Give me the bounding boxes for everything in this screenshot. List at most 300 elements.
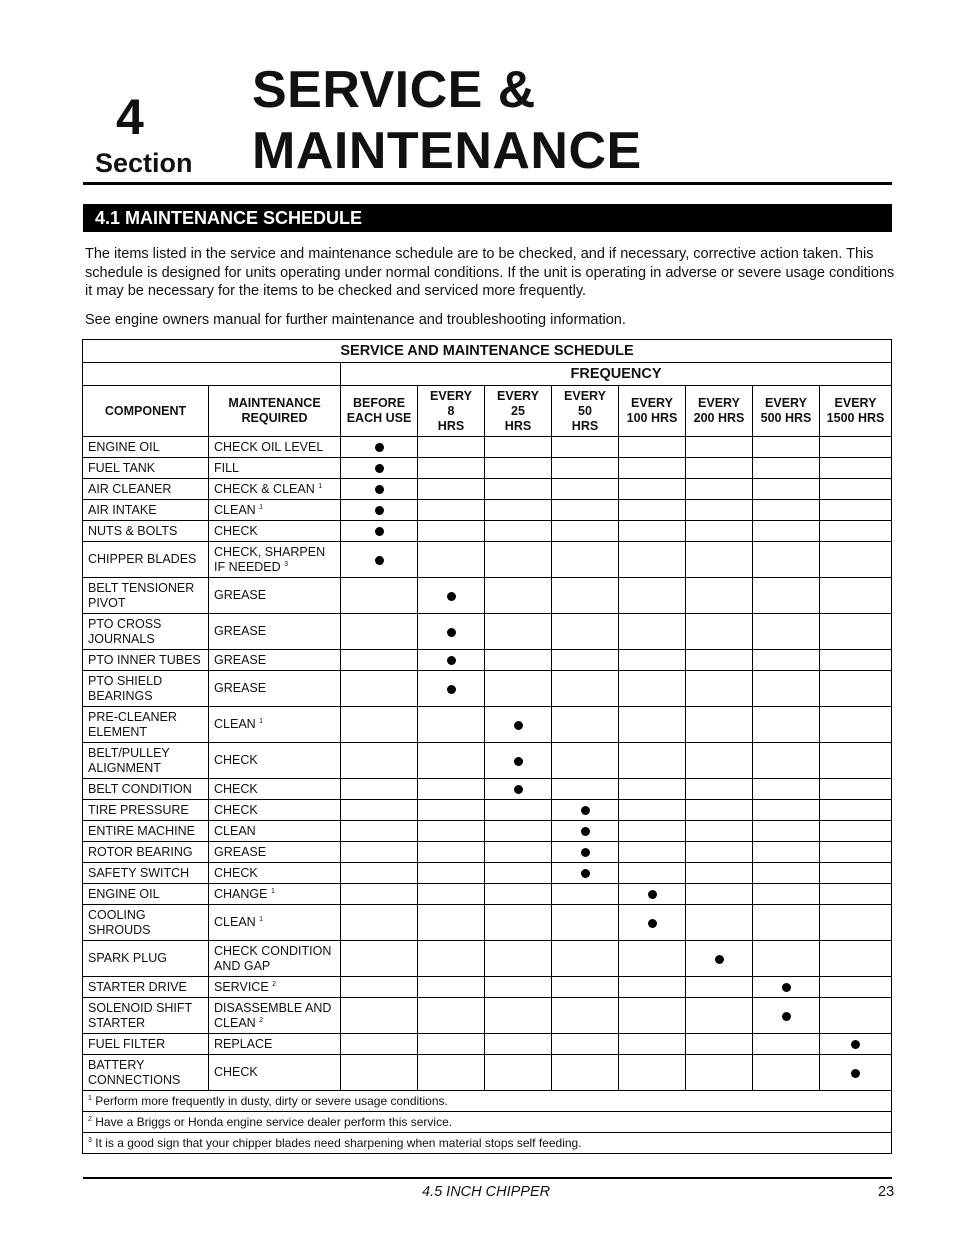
- frequency-cell: [485, 779, 552, 800]
- frequency-cell: [418, 884, 485, 905]
- maintenance-cell: CHECK: [209, 779, 341, 800]
- maintenance-cell: GREASE: [209, 671, 341, 707]
- frequency-cell: [753, 1055, 820, 1091]
- frequency-cell: [820, 614, 892, 650]
- frequency-cell: [485, 707, 552, 743]
- table-row: [83, 977, 892, 998]
- frequency-cell: [820, 905, 892, 941]
- frequency-cell: [820, 650, 892, 671]
- frequency-cell: [485, 941, 552, 977]
- frequency-cell: [418, 1034, 485, 1055]
- frequency-cell: [686, 437, 753, 458]
- table-row: [83, 842, 892, 863]
- frequency-cell: [418, 614, 485, 650]
- frequency-cell: [552, 998, 619, 1034]
- frequency-cell: [820, 779, 892, 800]
- frequency-cell: [820, 500, 892, 521]
- footer-rule: [83, 1177, 892, 1179]
- frequency-cell: [619, 458, 686, 479]
- table-row: [83, 458, 892, 479]
- frequency-cell: [619, 863, 686, 884]
- bullet-dot-icon: [581, 806, 590, 815]
- frequency-cell: [485, 671, 552, 707]
- component-cell: SPARK PLUG: [83, 941, 209, 977]
- frequency-cell: [418, 842, 485, 863]
- frequency-cell: [753, 821, 820, 842]
- frequency-cell: [619, 578, 686, 614]
- footnote-marker: 3: [284, 560, 289, 568]
- frequency-cell: [619, 614, 686, 650]
- component-cell: ENGINE OIL: [83, 437, 209, 458]
- bullet-dot-icon: [447, 592, 456, 601]
- frequency-cell: [485, 500, 552, 521]
- frequency-cell: [485, 800, 552, 821]
- component-cell: PTO CROSS JOURNALS: [83, 614, 209, 650]
- frequency-cell: [753, 884, 820, 905]
- frequency-cell: [341, 707, 418, 743]
- frequency-cell: [686, 671, 753, 707]
- maintenance-cell: CHECK CONDITION AND GAP: [209, 941, 341, 977]
- frequency-cell: [753, 650, 820, 671]
- component-cell: BATTERY CONNECTIONS: [83, 1055, 209, 1091]
- frequency-cell: [485, 977, 552, 998]
- section-banner: [83, 204, 892, 232]
- table-row: [83, 671, 892, 707]
- column-header-frequency: EVERY 200 HRS: [686, 386, 753, 437]
- frequency-cell: [686, 977, 753, 998]
- frequency-cell: [418, 743, 485, 779]
- frequency-cell: [552, 671, 619, 707]
- intro-paragraph: The items listed in the service and maintenance schedule are to be checked, and if necessary, corrective action taken. This schedule is designed for units operating under normal conditions. If the unit is operating in adverse or severe usage conditions it may be necessary for the items to be checked and serviced more frequently.: [85, 246, 895, 299]
- component-cell: ENTIRE MACHINE: [83, 821, 209, 842]
- maintenance-schedule-table: [82, 339, 892, 1154]
- frequency-cell: [418, 521, 485, 542]
- maintenance-cell: CLEAN $^1$: [209, 500, 341, 521]
- frequency-cell: [619, 821, 686, 842]
- frequency-cell: [753, 521, 820, 542]
- footer-title: 4.5 INCH CHIPPER: [422, 1184, 551, 1200]
- bullet-dot-icon: [375, 527, 384, 536]
- frequency-cell: [418, 977, 485, 998]
- table-row: [83, 437, 892, 458]
- frequency-cell: [418, 437, 485, 458]
- maintenance-cell: GREASE: [209, 842, 341, 863]
- frequency-cell: [485, 614, 552, 650]
- table-row: [83, 941, 892, 977]
- frequency-cell: [341, 521, 418, 542]
- bullet-dot-icon: [514, 757, 523, 766]
- frequency-cell: [341, 1055, 418, 1091]
- frequency-cell: [686, 821, 753, 842]
- frequency-cell: [485, 905, 552, 941]
- frequency-cell: [418, 941, 485, 977]
- frequency-cell: [341, 578, 418, 614]
- maintenance-cell: DISASSEMBLE AND CLEAN $^2$: [209, 998, 341, 1034]
- table-row: [83, 1055, 892, 1091]
- section-number: 4: [116, 89, 144, 145]
- frequency-cell: [686, 1034, 753, 1055]
- component-cell: SAFETY SWITCH: [83, 863, 209, 884]
- table-row: [83, 650, 892, 671]
- frequency-cell: [820, 578, 892, 614]
- frequency-cell: [820, 671, 892, 707]
- frequency-cell: [485, 998, 552, 1034]
- component-cell: SOLENOID SHIFT STARTER: [83, 998, 209, 1034]
- bullet-dot-icon: [715, 955, 724, 964]
- frequency-cell: [753, 542, 820, 578]
- frequency-cell: [418, 998, 485, 1034]
- bullet-dot-icon: [514, 785, 523, 794]
- component-cell: TIRE PRESSURE: [83, 800, 209, 821]
- maintenance-cell: GREASE: [209, 650, 341, 671]
- title-line-2: MAINTENANCE: [252, 122, 642, 180]
- frequency-cell: [753, 863, 820, 884]
- frequency-cell: [753, 941, 820, 977]
- component-cell: ROTOR BEARING: [83, 842, 209, 863]
- frequency-cell: [341, 458, 418, 479]
- frequency-cell: [686, 521, 753, 542]
- frequency-cell: [552, 437, 619, 458]
- frequency-cell: [341, 671, 418, 707]
- footnote-marker: 1: [318, 482, 323, 490]
- frequency-cell: [418, 821, 485, 842]
- frequency-cell: [820, 1034, 892, 1055]
- frequency-cell: [341, 998, 418, 1034]
- frequency-cell: [686, 458, 753, 479]
- frequency-cell: [686, 479, 753, 500]
- table-row: [83, 707, 892, 743]
- frequency-cell: [552, 884, 619, 905]
- frequency-cell: [686, 779, 753, 800]
- frequency-cell: [619, 842, 686, 863]
- table-row: [83, 998, 892, 1034]
- footnote-row: [83, 1133, 892, 1154]
- component-cell: BELT/PULLEY ALIGNMENT: [83, 743, 209, 779]
- table-row: [83, 614, 892, 650]
- frequency-cell: [341, 800, 418, 821]
- frequency-cell: [552, 614, 619, 650]
- table-row: [83, 578, 892, 614]
- frequency-cell: [485, 1055, 552, 1091]
- table-row: [83, 743, 892, 779]
- column-header-frequency: BEFORE EACH USE: [341, 386, 418, 437]
- component-cell: AIR CLEANER: [83, 479, 209, 500]
- component-cell: AIR INTAKE: [83, 500, 209, 521]
- footnote-row: [83, 1091, 892, 1112]
- frequency-cell: [341, 1034, 418, 1055]
- frequency-cell: [686, 905, 753, 941]
- frequency-cell: [418, 863, 485, 884]
- frequency-cell: [619, 650, 686, 671]
- frequency-cell: [820, 542, 892, 578]
- frequency-cell: [418, 500, 485, 521]
- frequency-cell: [820, 998, 892, 1034]
- banner-text: 4.1 MAINTENANCE SCHEDULE: [95, 208, 363, 228]
- frequency-cell: [619, 998, 686, 1034]
- frequency-cell: [341, 614, 418, 650]
- frequency-cell: [753, 905, 820, 941]
- table-row: [83, 500, 892, 521]
- maintenance-cell: CHANGE $^1$: [209, 884, 341, 905]
- maintenance-cell: CHECK: [209, 521, 341, 542]
- page-number: 23: [878, 1184, 895, 1200]
- frequency-cell: [341, 842, 418, 863]
- frequency-cell: [619, 707, 686, 743]
- frequency-cell: [485, 884, 552, 905]
- frequency-cell: [552, 650, 619, 671]
- frequency-cell: [753, 671, 820, 707]
- frequency-cell: [418, 542, 485, 578]
- maintenance-cell: CHECK, SHARPEN IF NEEDED $^3$: [209, 542, 341, 578]
- bullet-dot-icon: [648, 890, 657, 899]
- table-row: [83, 863, 892, 884]
- component-cell: PTO INNER TUBES: [83, 650, 209, 671]
- table-row: [83, 779, 892, 800]
- column-header-frequency: EVERY 500 HRS: [753, 386, 820, 437]
- bullet-dot-icon: [375, 443, 384, 452]
- frequency-cell: [341, 941, 418, 977]
- frequency-cell: [341, 500, 418, 521]
- frequency-cell: [820, 977, 892, 998]
- frequency-cell: [820, 707, 892, 743]
- frequency-cell: [418, 800, 485, 821]
- frequency-cell: [341, 743, 418, 779]
- frequency-cell: [341, 905, 418, 941]
- frequency-cell: [686, 884, 753, 905]
- maintenance-cell: GREASE: [209, 578, 341, 614]
- frequency-cell: [686, 998, 753, 1034]
- frequency-cell: [341, 479, 418, 500]
- bullet-dot-icon: [581, 827, 590, 836]
- frequency-cell: [619, 977, 686, 998]
- frequency-cell: [485, 821, 552, 842]
- frequency-cell: [552, 578, 619, 614]
- frequency-cell: [485, 863, 552, 884]
- component-cell: PRE-CLEANER ELEMENT: [83, 707, 209, 743]
- maintenance-cell: CHECK: [209, 1055, 341, 1091]
- frequency-cell: [552, 707, 619, 743]
- frequency-cell: [552, 500, 619, 521]
- frequency-cell: [619, 905, 686, 941]
- section-label: Section: [95, 148, 193, 178]
- frequency-cell: [418, 779, 485, 800]
- frequency-cell: [552, 821, 619, 842]
- component-cell: PTO SHIELD BEARINGS: [83, 671, 209, 707]
- frequency-cell: [485, 458, 552, 479]
- frequency-header: FREQUENCY: [341, 363, 892, 386]
- frequency-cell: [485, 479, 552, 500]
- title-line-1: SERVICE &: [252, 61, 536, 119]
- frequency-cell: [552, 977, 619, 998]
- frequency-cell: [552, 743, 619, 779]
- frequency-cell: [686, 800, 753, 821]
- frequency-cell: [418, 905, 485, 941]
- frequency-cell: [619, 1055, 686, 1091]
- frequency-cell: [552, 542, 619, 578]
- frequency-cell: [341, 437, 418, 458]
- frequency-cell: [418, 458, 485, 479]
- frequency-cell: [753, 614, 820, 650]
- component-cell: STARTER DRIVE: [83, 977, 209, 998]
- frequency-cell: [753, 437, 820, 458]
- frequency-cell: [485, 650, 552, 671]
- frequency-cell: [753, 707, 820, 743]
- frequency-cell: [552, 1034, 619, 1055]
- maintenance-cell: CHECK: [209, 863, 341, 884]
- frequency-cell: [686, 650, 753, 671]
- frequency-cell: [619, 743, 686, 779]
- frequency-cell: [619, 800, 686, 821]
- footnote-marker: 3: [88, 1137, 92, 1144]
- frequency-cell: [753, 800, 820, 821]
- maintenance-cell: FILL: [209, 458, 341, 479]
- table-row: [83, 884, 892, 905]
- bullet-dot-icon: [375, 556, 384, 565]
- bullet-dot-icon: [447, 628, 456, 637]
- component-cell: FUEL FILTER: [83, 1034, 209, 1055]
- frequency-cell: [418, 479, 485, 500]
- frequency-cell: [619, 542, 686, 578]
- frequency-cell: [552, 905, 619, 941]
- frequency-cell: [686, 614, 753, 650]
- frequency-cell: [753, 842, 820, 863]
- frequency-cell: [485, 842, 552, 863]
- frequency-cell: [686, 863, 753, 884]
- frequency-cell: [753, 977, 820, 998]
- frequency-cell: [485, 743, 552, 779]
- footnote-marker: 2: [259, 1016, 264, 1024]
- component-cell: FUEL TANK: [83, 458, 209, 479]
- frequency-cell: [753, 1034, 820, 1055]
- frequency-cell: [820, 884, 892, 905]
- frequency-cell: [753, 500, 820, 521]
- footnote-marker: 1: [259, 915, 264, 923]
- maintenance-cell: CHECK: [209, 800, 341, 821]
- frequency-cell: [619, 779, 686, 800]
- frequency-cell: [820, 800, 892, 821]
- bullet-dot-icon: [375, 506, 384, 515]
- table-row: [83, 542, 892, 578]
- frequency-cell: [619, 521, 686, 542]
- frequency-cell: [619, 437, 686, 458]
- frequency-cell: [552, 779, 619, 800]
- component-cell: BELT TENSIONER PIVOT: [83, 578, 209, 614]
- frequency-cell: [820, 743, 892, 779]
- frequency-cell: [686, 941, 753, 977]
- frequency-cell: [418, 578, 485, 614]
- header-blank: [83, 363, 341, 386]
- table-row: [83, 905, 892, 941]
- footnote-marker: 1: [88, 1095, 92, 1102]
- frequency-cell: [552, 941, 619, 977]
- frequency-cell: [552, 479, 619, 500]
- bullet-dot-icon: [447, 685, 456, 694]
- table-row: [83, 479, 892, 500]
- column-header-component: COMPONENT: [83, 386, 209, 437]
- frequency-cell: [686, 743, 753, 779]
- frequency-cell: [485, 1034, 552, 1055]
- maintenance-cell: REPLACE: [209, 1034, 341, 1055]
- maintenance-cell: SERVICE $^2$: [209, 977, 341, 998]
- frequency-cell: [619, 1034, 686, 1055]
- bullet-dot-icon: [782, 1012, 791, 1021]
- bullet-dot-icon: [581, 869, 590, 878]
- frequency-cell: [552, 521, 619, 542]
- column-header-frequency: EVERY 25 HRS: [485, 386, 552, 437]
- frequency-cell: [753, 578, 820, 614]
- component-cell: BELT CONDITION: [83, 779, 209, 800]
- table-row: [83, 800, 892, 821]
- column-header-frequency: EVERY 8 HRS: [418, 386, 485, 437]
- frequency-cell: [820, 842, 892, 863]
- frequency-cell: [341, 779, 418, 800]
- frequency-cell: [820, 479, 892, 500]
- page-title: [252, 60, 642, 182]
- frequency-cell: [820, 521, 892, 542]
- table-title: SERVICE AND MAINTENANCE SCHEDULE: [83, 340, 892, 363]
- table-row: [83, 1034, 892, 1055]
- maintenance-cell: GREASE: [209, 614, 341, 650]
- frequency-cell: [686, 842, 753, 863]
- frequency-cell: [619, 941, 686, 977]
- column-header-maintenance: MAINTENANCE REQUIRED: [209, 386, 341, 437]
- frequency-cell: [418, 707, 485, 743]
- frequency-cell: [485, 578, 552, 614]
- maintenance-cell: CHECK OIL LEVEL: [209, 437, 341, 458]
- footnote-cell: $^2$ Have a Briggs or Honda engine service dealer perform this service.: [83, 1112, 892, 1133]
- frequency-cell: [686, 578, 753, 614]
- column-header-frequency: EVERY 50 HRS: [552, 386, 619, 437]
- frequency-cell: [753, 998, 820, 1034]
- frequency-cell: [753, 743, 820, 779]
- maintenance-cell: CHECK & CLEAN $^1$: [209, 479, 341, 500]
- frequency-cell: [552, 1055, 619, 1091]
- maintenance-cell: CLEAN $^1$: [209, 707, 341, 743]
- column-header-frequency: EVERY 100 HRS: [619, 386, 686, 437]
- maintenance-cell: CLEAN $^1$: [209, 905, 341, 941]
- footnote-cell: $^1$ Perform more frequently in dusty, dirty or severe usage conditions.: [83, 1091, 892, 1112]
- table-row: [83, 521, 892, 542]
- footnote-cell: $^3$ It is a good sign that your chipper blades need sharpening when material stops self feeding.: [83, 1133, 892, 1154]
- bullet-dot-icon: [581, 848, 590, 857]
- frequency-cell: [619, 479, 686, 500]
- frequency-cell: [341, 863, 418, 884]
- bullet-dot-icon: [375, 464, 384, 473]
- footnote-marker: 2: [88, 1116, 92, 1123]
- frequency-cell: [552, 863, 619, 884]
- frequency-cell: [485, 542, 552, 578]
- footnote-marker: 2: [272, 980, 277, 988]
- maintenance-cell: CLEAN: [209, 821, 341, 842]
- title-rule: [83, 182, 892, 185]
- frequency-cell: [418, 650, 485, 671]
- bullet-dot-icon: [851, 1040, 860, 1049]
- table-row: [83, 821, 892, 842]
- bullet-dot-icon: [648, 919, 657, 928]
- component-cell: ENGINE OIL: [83, 884, 209, 905]
- frequency-cell: [753, 458, 820, 479]
- footnote-row: [83, 1112, 892, 1133]
- frequency-cell: [341, 650, 418, 671]
- frequency-cell: [341, 884, 418, 905]
- component-cell: COOLING SHROUDS: [83, 905, 209, 941]
- footnote-marker: 1: [270, 887, 275, 895]
- bullet-dot-icon: [514, 721, 523, 730]
- frequency-cell: [619, 884, 686, 905]
- bullet-dot-icon: [782, 983, 791, 992]
- frequency-cell: [341, 977, 418, 998]
- bullet-dot-icon: [375, 485, 384, 494]
